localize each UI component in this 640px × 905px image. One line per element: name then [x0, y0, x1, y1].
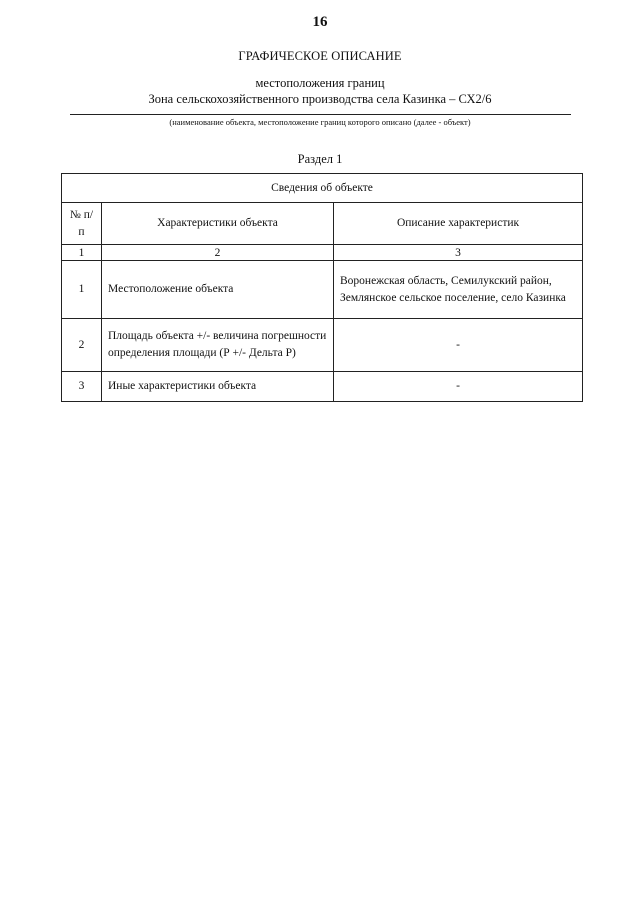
section-label: Раздел 1 — [297, 152, 343, 166]
row-num: 2 — [62, 319, 102, 372]
header-num: № п/п — [62, 203, 102, 245]
table-row — [62, 372, 583, 402]
row-num: 1 — [62, 261, 102, 319]
row-description: Воронежская область, Семилукский район, Землянское сельское поселение, село Казинка — [334, 261, 583, 319]
table-caption-row — [62, 174, 583, 203]
row-num: 3 — [62, 372, 102, 402]
title-underline — [70, 114, 571, 115]
row-characteristic: Местоположение объекта — [102, 261, 334, 319]
header-characteristic: Характеристики объекта — [102, 203, 334, 245]
table-row — [62, 261, 583, 319]
table-caption: Сведения об объекте — [62, 174, 583, 203]
underline-caption: (наименование объекта, местоположение границ которого описано (далее - объект) — [169, 117, 471, 127]
header-description: Описание характеристик — [334, 203, 583, 245]
row-description: - — [334, 372, 583, 402]
row-characteristic: Площадь объекта +/- величина погрешности определения площади (Р +/- Дельта Р) — [102, 319, 334, 372]
row-description: - — [334, 319, 583, 372]
document-title: ГРАФИЧЕСКОЕ ОПИСАНИЕ — [238, 49, 402, 63]
table-row — [62, 319, 583, 372]
document-subtitle: местоположения границ — [255, 76, 385, 90]
column-number: 1 — [62, 245, 102, 261]
object-name: Зона сельскохозяйственного производства села Казинка – СХ2/6 — [148, 92, 492, 106]
object-info-table — [61, 173, 583, 402]
table-header-row — [62, 203, 583, 245]
page-number: 16 — [312, 14, 328, 30]
column-number-row — [62, 245, 583, 261]
column-number: 3 — [334, 245, 583, 261]
column-number: 2 — [102, 245, 334, 261]
row-characteristic: Иные характеристики объекта — [102, 372, 334, 402]
